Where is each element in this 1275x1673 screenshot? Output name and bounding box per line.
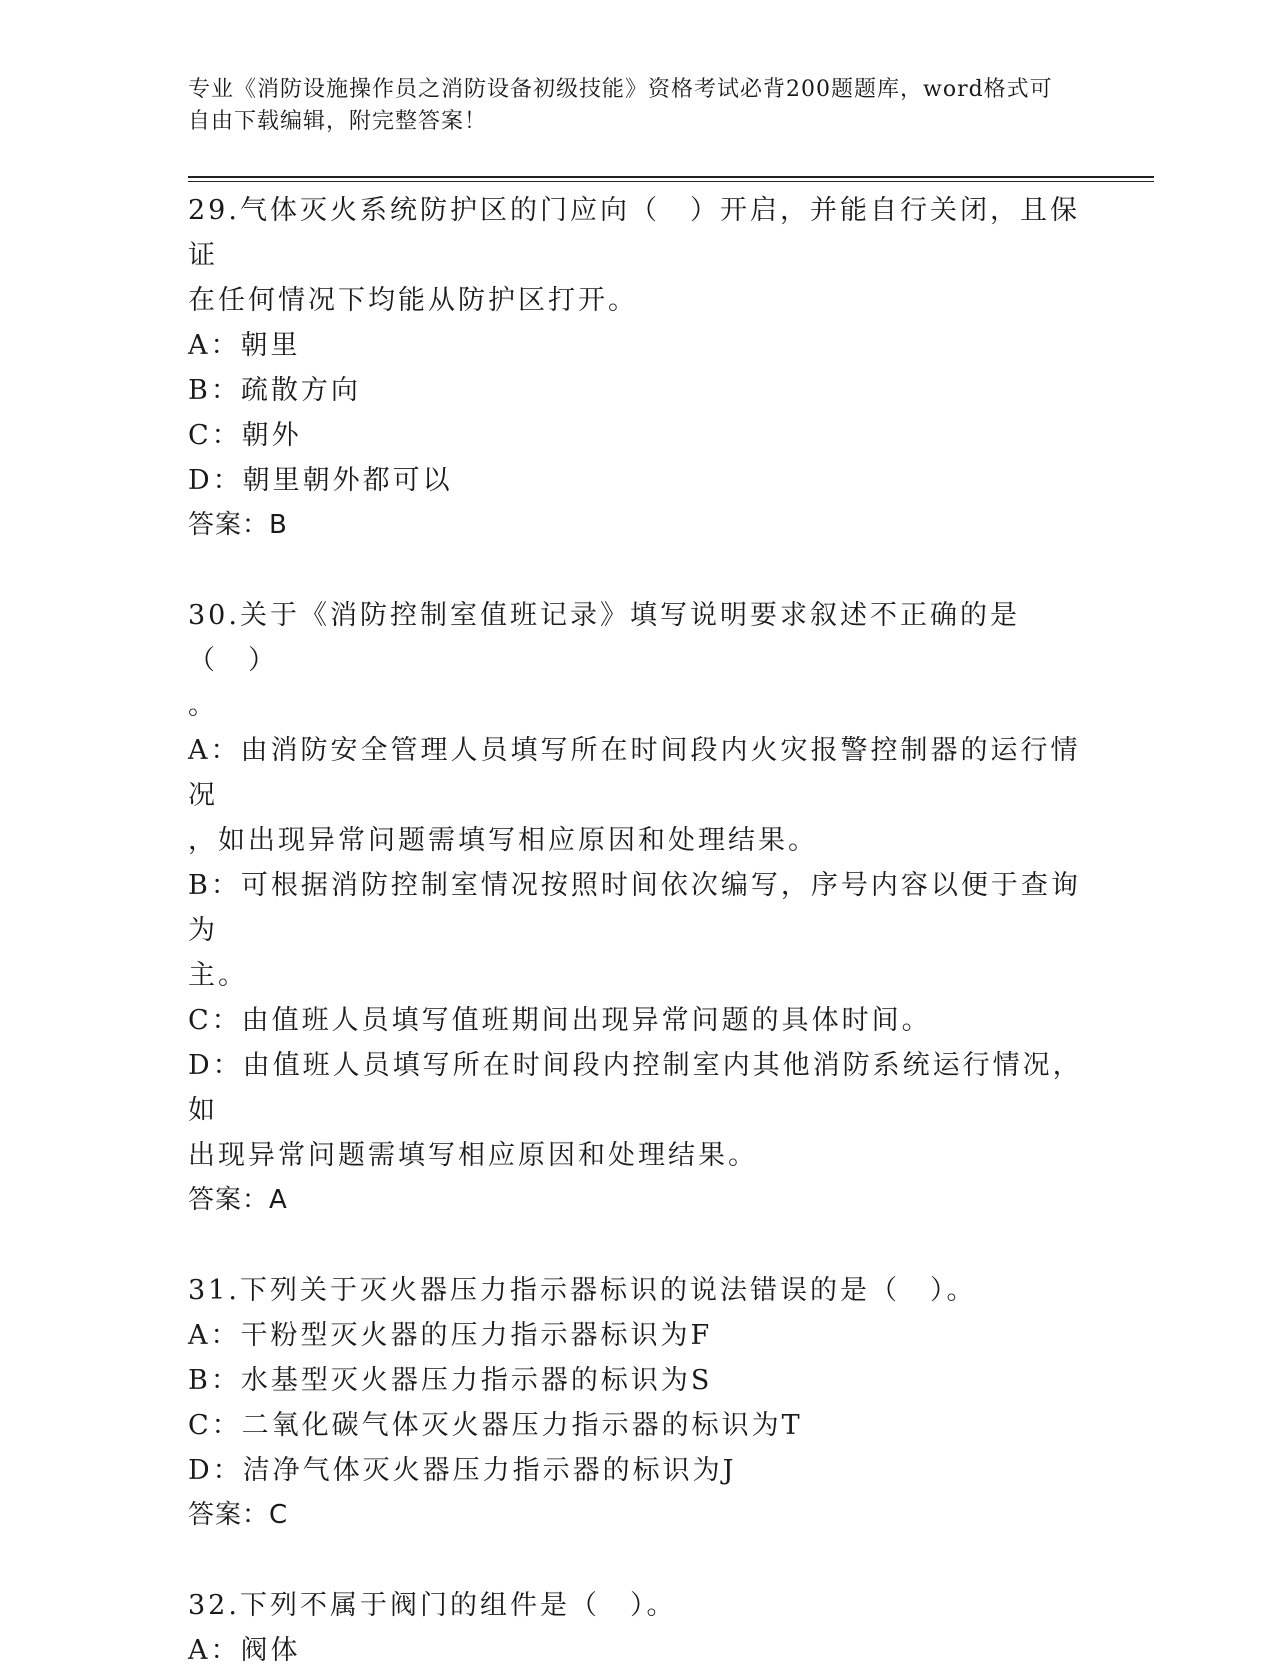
question-32 <box>188 1583 1088 1673</box>
option-a-continued: ，如出现异常问题需填写相应原因和处理结果。 <box>188 825 818 856</box>
option-c: C：朝外 <box>188 420 302 451</box>
option-c: C：由值班人员填写值班期间出现异常问题的具体时间。 <box>188 1005 932 1036</box>
option-d: D：洁净气体灭火器压力指示器的标识为J <box>188 1455 737 1486</box>
spacer <box>188 1538 1088 1583</box>
option-c: C：二氧化碳气体灭火器压力指示器的标识为T <box>188 1410 803 1441</box>
answer-line: 答案：A <box>188 1185 288 1215</box>
option-d: D：朝里朝外都可以 <box>188 465 453 496</box>
question-stem-line: 29.气体灭火系统防护区的门应向（ ）开启，并能自行关闭，且保证 <box>188 195 1080 271</box>
spacer <box>188 548 1088 593</box>
question-30 <box>188 593 1088 1223</box>
question-stem-line: 32.下列不属于阀门的组件是（ ）。 <box>188 1590 677 1621</box>
option-a: A：朝里 <box>188 330 301 361</box>
question-stem-line: 31.下列关于灭火器压力指示器标识的说法错误的是（ ）。 <box>188 1275 977 1306</box>
option-d-continued: 出现异常问题需填写相应原因和处理结果。 <box>188 1140 758 1171</box>
question-list <box>188 188 1088 1673</box>
answer-line: 答案：C <box>188 1500 289 1530</box>
spacer <box>188 1223 1088 1268</box>
option-b: B：水基型灭火器压力指示器的标识为S <box>188 1365 713 1396</box>
question-29 <box>188 188 1088 548</box>
question-31 <box>188 1268 1088 1538</box>
option-b: B：可根据消防控制室情况按照时间依次编写，序号内容以便于查询为 <box>188 870 1081 946</box>
option-b: B：疏散方向 <box>188 375 361 406</box>
question-stem-line: 30.关于《消防控制室值班记录》填写说明要求叙述不正确的是（ ） <box>188 600 1020 676</box>
header-rule-thin <box>188 181 1154 182</box>
option-a: A：由消防安全管理人员填写所在时间段内火灾报警控制器的运行情况 <box>188 735 1081 811</box>
option-a: A：阀体 <box>188 1635 301 1666</box>
document-header: 专业《消防设施操作员之消防设备初级技能》资格考试必背200题题库，word格式可自由下载编辑，附完整答案！ <box>188 77 1053 134</box>
option-b-continued: 主。 <box>188 960 248 991</box>
question-stem-line: 在任何情况下均能从防护区打开。 <box>188 285 638 316</box>
question-stem-line: 。 <box>188 690 218 721</box>
header-rule-thick <box>188 176 1154 178</box>
option-d: D：由值班人员填写所在时间段内控制室内其他消防系统运行情况，如 <box>188 1050 1083 1126</box>
answer-line: 答案：B <box>188 510 288 540</box>
option-a: A：干粉型灭火器的压力指示器标识为F <box>188 1320 713 1351</box>
